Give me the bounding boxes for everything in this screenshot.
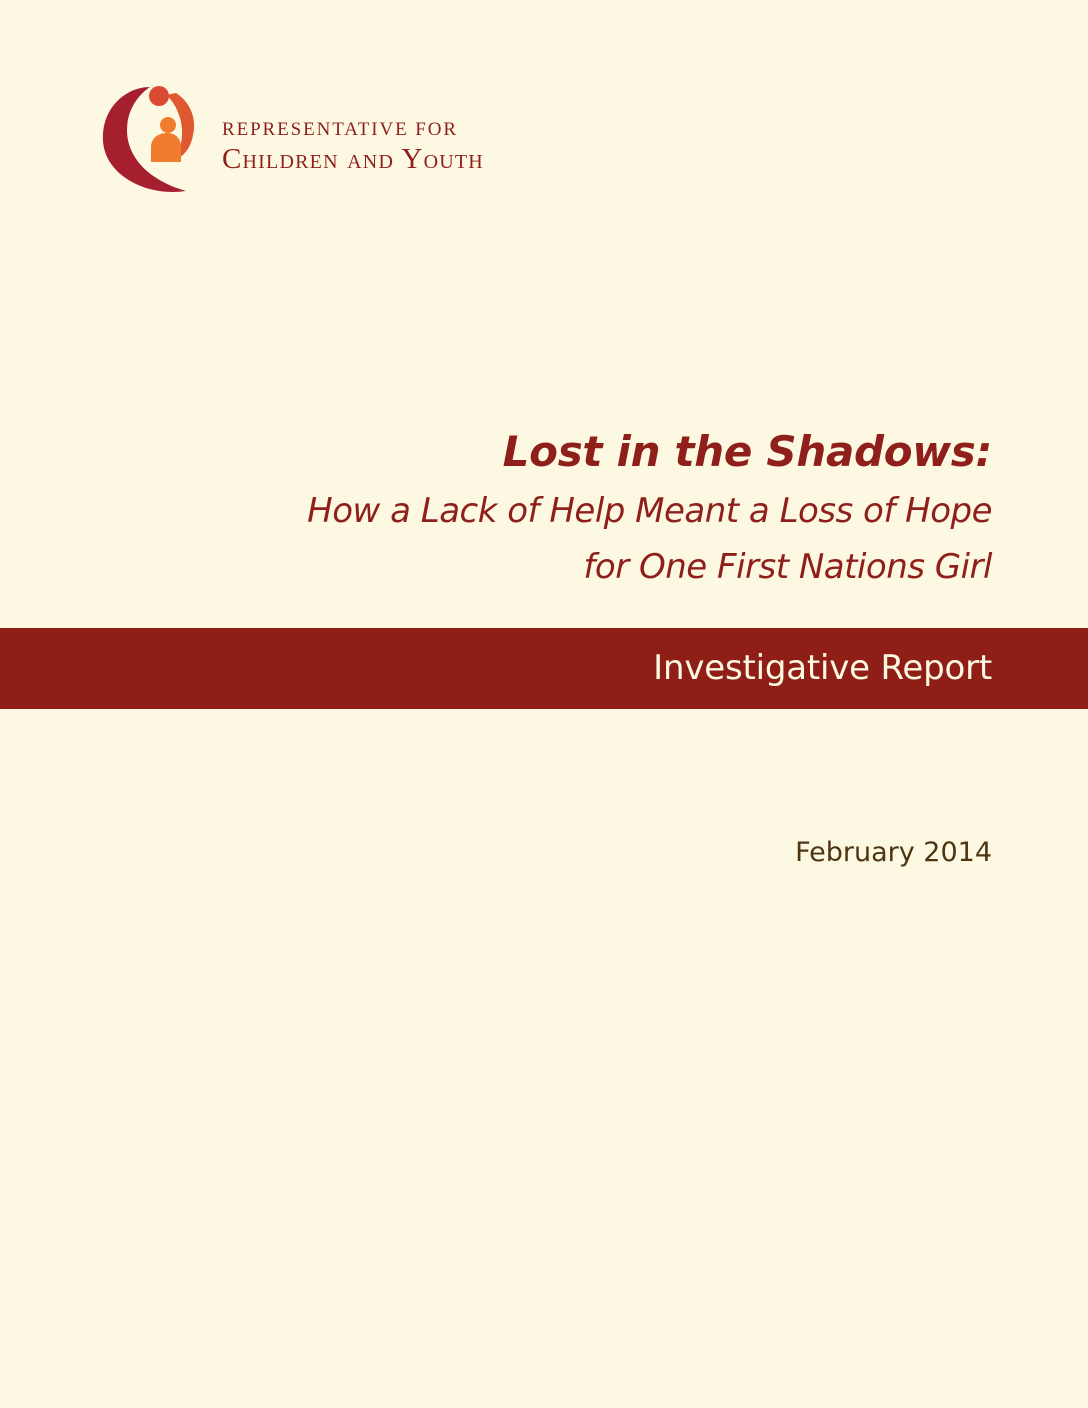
report-type-label: Investigative Report: [653, 648, 992, 688]
report-title-block: [232, 424, 992, 595]
report-subtitle-line2: for One First Nations Girl: [583, 547, 992, 587]
organization-name: [222, 118, 484, 175]
report-type-band: [0, 628, 1088, 709]
organization-logo: [100, 84, 570, 196]
report-title: Lost in the Shadows:: [502, 427, 992, 476]
organization-name-line2: Children and Youth: [222, 143, 484, 175]
report-subtitle-line1: How a Lack of Help Meant a Loss of Hope: [307, 491, 992, 531]
mother-and-child-circle-icon: [100, 84, 196, 196]
organization-name-line1: REPRESENTATIVE FOR: [222, 119, 458, 140]
report-date: February 2014: [795, 837, 992, 868]
